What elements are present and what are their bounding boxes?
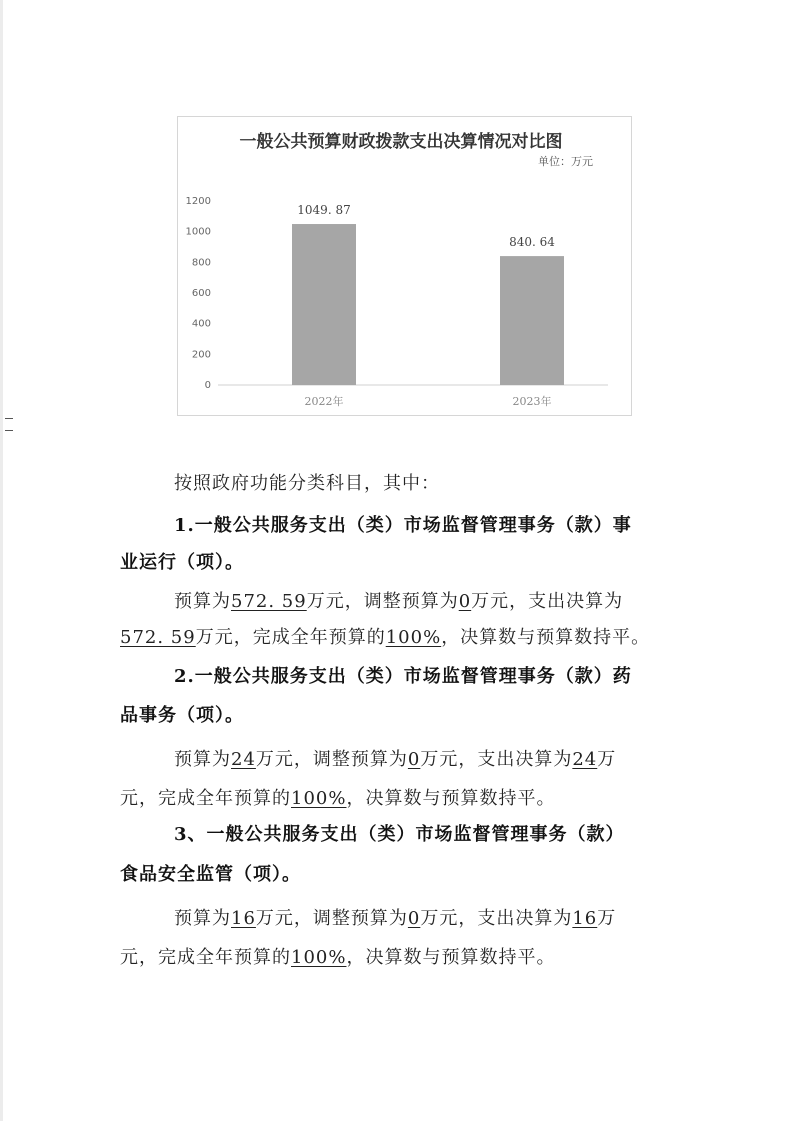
budget-value: 24 xyxy=(231,749,256,770)
y-tick-label: 0 xyxy=(204,380,211,391)
text-span: 预算为 xyxy=(174,591,231,612)
page-edge xyxy=(0,0,3,1121)
text-span: ，决算数与预算数持平。 xyxy=(346,788,556,809)
text-span: ，决算数与预算数持平。 xyxy=(441,627,651,648)
y-tick-label: 800 xyxy=(191,257,211,269)
adjusted-value: 0 xyxy=(407,908,421,929)
bar-value-label: 1049. 87 xyxy=(297,203,351,218)
y-axis xyxy=(186,196,211,391)
actual-value: 24 xyxy=(572,749,598,770)
item3-body-line1 xyxy=(174,903,734,935)
margin-mark xyxy=(5,418,13,419)
text-span: 万元，调整预算为 xyxy=(255,908,408,929)
intro-paragraph: 按照政府功能分类科目，其中： xyxy=(174,473,440,494)
item3-body-line2 xyxy=(120,942,680,974)
text-span: 万元，调整预算为 xyxy=(306,591,459,612)
chart-canvas xyxy=(178,117,633,417)
adjusted-value: 0 xyxy=(407,749,421,770)
bar-2022年 xyxy=(292,224,356,385)
text-span: 元，完成全年预算的 xyxy=(120,788,291,809)
item1-body-line2 xyxy=(120,622,680,654)
text-span: 万元，完成全年预算的 xyxy=(195,627,386,648)
text-span: 预算为 xyxy=(174,908,231,929)
adjusted-value: 0 xyxy=(458,591,472,612)
y-tick-label: 1000 xyxy=(185,226,211,238)
item2-heading-line2: 品事务（项）。 xyxy=(120,705,244,726)
bar-chart xyxy=(177,116,632,416)
percent-value: 100% xyxy=(291,947,347,968)
chart-title: 一般公共预算财政拨款支出决算情况对比图 xyxy=(239,132,563,152)
item2-body-line2 xyxy=(120,783,680,815)
bar-value-label: 840. 64 xyxy=(509,235,555,250)
text-span: 万 xyxy=(597,749,617,770)
chart-unit: 单位：万元 xyxy=(538,155,593,168)
item3-heading-line2: 食品安全监管（项）。 xyxy=(120,864,301,885)
item2-heading-line1: 2.一般公共服务支出（类）市场监督管理事务（款）药 xyxy=(174,666,632,687)
item3-heading-line1: 3、一般公共服务支出（类）市场监督管理事务（款） xyxy=(174,824,625,845)
percent-value: 100% xyxy=(385,627,442,648)
bar-2023年 xyxy=(500,256,564,385)
text-span: 万元，支出决算为 xyxy=(420,908,573,929)
y-tick-label: 200 xyxy=(191,349,211,361)
item1-heading-line1: 1.一般公共服务支出（类）市场监督管理事务（款）事 xyxy=(174,515,632,536)
actual-value: 572. 59 xyxy=(120,627,196,648)
text-span: ，决算数与预算数持平。 xyxy=(346,947,556,968)
percent-value: 100% xyxy=(291,788,347,809)
x-category-label: 2022年 xyxy=(304,395,344,408)
budget-value: 16 xyxy=(231,908,256,929)
text-span: 万元，调整预算为 xyxy=(255,749,408,770)
item2-body-line1 xyxy=(174,744,734,776)
budget-value: 572. 59 xyxy=(231,591,307,612)
text-span: 万元，支出决算为 xyxy=(420,749,573,770)
text-span: 万 xyxy=(597,908,617,929)
x-category-label: 2023年 xyxy=(512,395,552,408)
y-tick-label: 1200 xyxy=(185,196,211,207)
margin-mark xyxy=(5,430,13,431)
bars-group xyxy=(292,203,564,408)
text-span: 预算为 xyxy=(174,749,231,770)
y-tick-label: 600 xyxy=(191,288,211,299)
y-tick-label: 400 xyxy=(191,318,211,330)
text-span: 元，完成全年预算的 xyxy=(120,947,291,968)
item1-heading-line2: 业运行（项）。 xyxy=(120,552,244,573)
actual-value: 16 xyxy=(572,908,598,929)
item1-body-line1 xyxy=(174,586,734,618)
text-span: 万元，支出决算为 xyxy=(471,591,624,612)
